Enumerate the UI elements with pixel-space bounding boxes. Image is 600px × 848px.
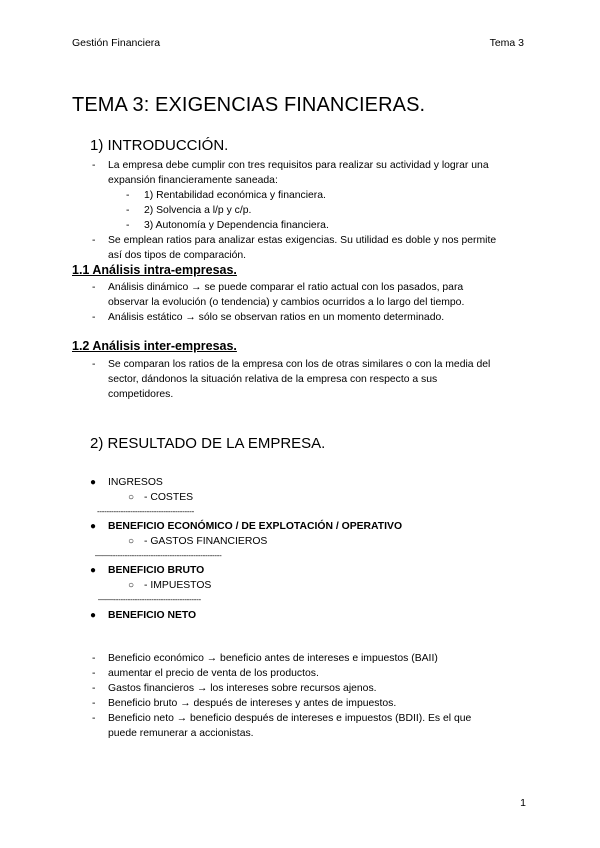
note-item: Gastos financieros → los intereses sobre recursos ajenos. — [108, 683, 377, 694]
list-dash: - — [92, 282, 96, 293]
taxes-item: - IMPUESTOS — [144, 580, 212, 591]
bullet-circle: ○ — [128, 536, 135, 547]
note-item: puede remunerar a accionistas. — [108, 728, 254, 739]
list-dash: - — [126, 205, 130, 216]
bullet-circle: ○ — [128, 492, 135, 503]
sublist-item: 1) Rentabilidad económica y financiera. — [144, 190, 326, 201]
list-dash: - — [126, 220, 130, 231]
bullet-dot: ● — [90, 477, 97, 488]
list-item-text: expansión financieramente saneada: — [108, 175, 278, 186]
net-profit-item: BENEFICIO NETO — [108, 610, 197, 621]
bullet-dot: ● — [90, 565, 97, 576]
sublist-item: 3) Autonomía y Dependencia financiera. — [144, 220, 329, 231]
list-item-text: La empresa debe cumplir con tres requisitos para realizar su actividad y lograr una — [108, 160, 489, 171]
economic-profit-item: BENEFICIO ECONÓMICO / DE EXPLOTACIÓN / OPERATIVO — [108, 521, 403, 532]
section-resultado-heading: 2) RESULTADO DE LA EMPRESA. — [90, 435, 326, 452]
list-item-text: Análisis dinámico → se puede comparar el ratio actual con los pasados, para — [108, 282, 464, 293]
list-dash: - — [92, 235, 96, 246]
list-dash: - — [92, 653, 96, 664]
list-dash: - — [92, 668, 96, 679]
list-item-text: observar la evolución (o tendencia) y cambios ocurridos a lo largo del tiempo. — [108, 297, 465, 308]
separator-line: ----------------------------------------- — [97, 507, 194, 516]
list-item-text: competidores. — [108, 389, 174, 400]
separator-line: ——------------------------------------- — [98, 595, 201, 604]
list-dash: - — [92, 160, 96, 171]
list-item-text: Se comparan los ratios de la empresa con los de otras similares o con la media del — [108, 359, 491, 370]
bullet-dot: ● — [90, 521, 97, 532]
list-item-text: así dos tipos de comparación. — [108, 250, 247, 261]
list-item-text: Análisis estático → sólo se observan ratios en un momento determinado. — [108, 312, 445, 323]
costs-item: - COSTES — [144, 492, 194, 503]
page-number: 1 — [520, 797, 526, 809]
section-introduccion-heading: 1) INTRODUCCIÓN. — [90, 137, 229, 154]
note-item: aumentar el precio de venta de los productos. — [108, 668, 319, 679]
sublist-item: 2) Solvencia a l/p y c/p. — [144, 205, 252, 216]
note-item: Beneficio neto → beneficio después de intereses e impuestos (BDII). Es el que — [108, 713, 472, 724]
note-item: Beneficio económico → beneficio antes de intereses e impuestos (BAII) — [108, 653, 438, 664]
bullet-dot: ● — [90, 610, 97, 621]
list-item-text: sector, dándonos la situación relativa de la empresa con respecto a sus — [108, 374, 438, 385]
separator-line: ——----------------------------------------------- — [95, 551, 222, 560]
income-item: INGRESOS — [108, 477, 163, 488]
list-item-text: Se emplean ratios para analizar estas exigencias. Su utilidad es doble y nos permite — [108, 235, 497, 246]
list-dash: - — [126, 190, 130, 201]
header-topic: Tema 3 — [489, 37, 524, 49]
list-dash: - — [92, 713, 96, 724]
note-item: Beneficio bruto → después de intereses y antes de impuestos. — [108, 698, 397, 709]
list-dash: - — [92, 359, 96, 370]
list-dash: - — [92, 698, 96, 709]
gross-profit-item: BENEFICIO BRUTO — [108, 565, 205, 576]
section-inter-heading: 1.2 Análisis inter-empresas. — [72, 339, 237, 353]
list-dash: - — [92, 312, 96, 323]
page-title: TEMA 3: EXIGENCIAS FINANCIERAS. — [72, 94, 426, 116]
bullet-circle: ○ — [128, 580, 135, 591]
section-intra-heading: 1.1 Análisis intra-empresas. — [72, 263, 237, 277]
financial-expenses-item: - GASTOS FINANCIEROS — [144, 536, 268, 547]
header-course: Gestión Financiera — [72, 37, 161, 49]
list-dash: - — [92, 683, 96, 694]
